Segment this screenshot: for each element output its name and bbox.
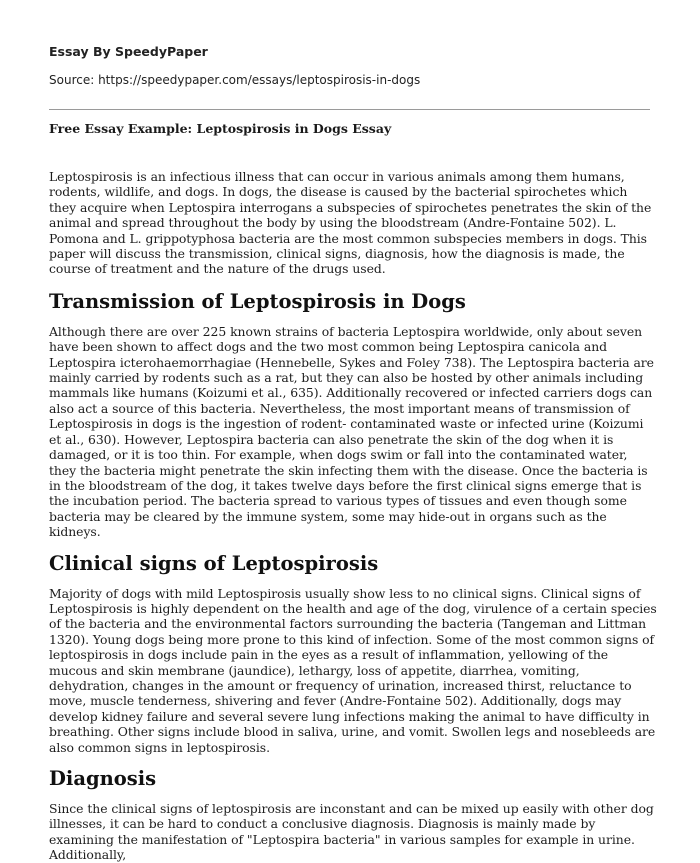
section-heading-clinical-signs: Clinical signs of Leptospirosis: [49, 551, 379, 575]
section-heading-transmission: Transmission of Leptospirosis in Dogs: [49, 289, 466, 313]
section-heading-diagnosis: Diagnosis: [49, 767, 157, 790]
essay-body: [49, 169, 657, 863]
header-divider: [49, 109, 650, 110]
intro-paragraph: Leptospirosis is an infectious illness that can occur in various animals among them humans, rodents, wildlife, and dogs. In dogs, the disease is caused by the bacterial spirochetes which they acquire when Leptospira interrogans a subspecies of spirochetes penetrates the skin of the animal and spread throughout the body by using the bloodstream (Andre-Fontaine 502). L. Pomona and L. grippotyphosa bacteria are the most common subspecies members in dogs. This paper will discuss the transmission, clinical signs, diagnosis, how the diagnosis is made, the course of treatment and the nature of the drugs used.: [49, 169, 652, 277]
section-paragraph-transmission: Although there are over 225 known strains of bacteria Leptospira worldwide, only about seven have been shown to affect dogs and the two most common being Leptospira canicola and Leptospira icterohaemorrhagiae (Hennebelle, Sykes and Foley 738). The Leptospira bacteria are mainly carried by rodents such as a rat, but they can also be hosted by other animals including mammals like humans (Koizumi et al., 635). Additionally recovered or infected carriers dogs can also act a source of this bacteria. Nevertheless, the most important means of transmission of Leptospirosis in dogs is the ingestion of rodent- contaminated waste or infected urine (Koizumi et al., 630). However, Leptospira bacteria can also penetrate the skin of the dog when it is damaged, or it is too thin. For example, when dogs swim or fall into the contaminated water, they the bacteria might penetrate the skin infecting them with the disease. Once the bacteria is in the bloodstream of the dog, it takes twelve days before the first clinical signs emerge that is the incubation period. The bacteria spread to various types of tissues and even though some bacteria may be cleared by the immune system, some may hide-out in organs such as the kidneys.: [49, 323, 654, 540]
source-label: Source:: [49, 73, 99, 87]
section-paragraph-diagnosis: Since the clinical signs of leptospirosis are inconstant and can be mixed up easily with other dog illnesses, it can be hard to conduct a conclusive diagnosis. Diagnosis is mainly made by examining the manifestation of "Leptospira bacteria" in various samples for example in urine. Additionally,: [49, 801, 654, 863]
section-paragraph-clinical-signs: Majority of dogs with mild Leptospirosis usually show less to no clinical signs. Clinical signs of Leptospirosis is highly dependent on the health and age of the dog, virulence of a certain species of the bacteria and the environmental factors surrounding the bacteria (Tangeman and Littman 1320). Young dogs being more prone to this kind of infection. Some of the most common signs of leptospirosis in dogs include pain in the eyes as a result of inflammation, yellowing of the mucous and skin membrane (jaundice), lethargy, loss of appetite, diarrhea, vomiting, dehydration, changes in the amount or frequency of urination, increased thirst, reluctance to move, muscle tenderness, shivering and fever (Andre-Fontaine 502). Additionally, dogs may develop kidney failure and several severe lung infections making the animal to have difficulty in breathing. Other signs include blood in saliva, urine, and vomit. Swollen legs and nosebleeds are also common signs in leptospirosis.: [49, 585, 657, 755]
source-url-link[interactable]: https://speedypaper.com/essays/leptospirosis-in-dogs: [98, 73, 421, 87]
source-line: [49, 73, 420, 87]
brand-title: Essay By SpeedyPaper: [49, 44, 208, 59]
essay-title: Free Essay Example: Leptospirosis in Dogs Essay: [49, 121, 392, 136]
